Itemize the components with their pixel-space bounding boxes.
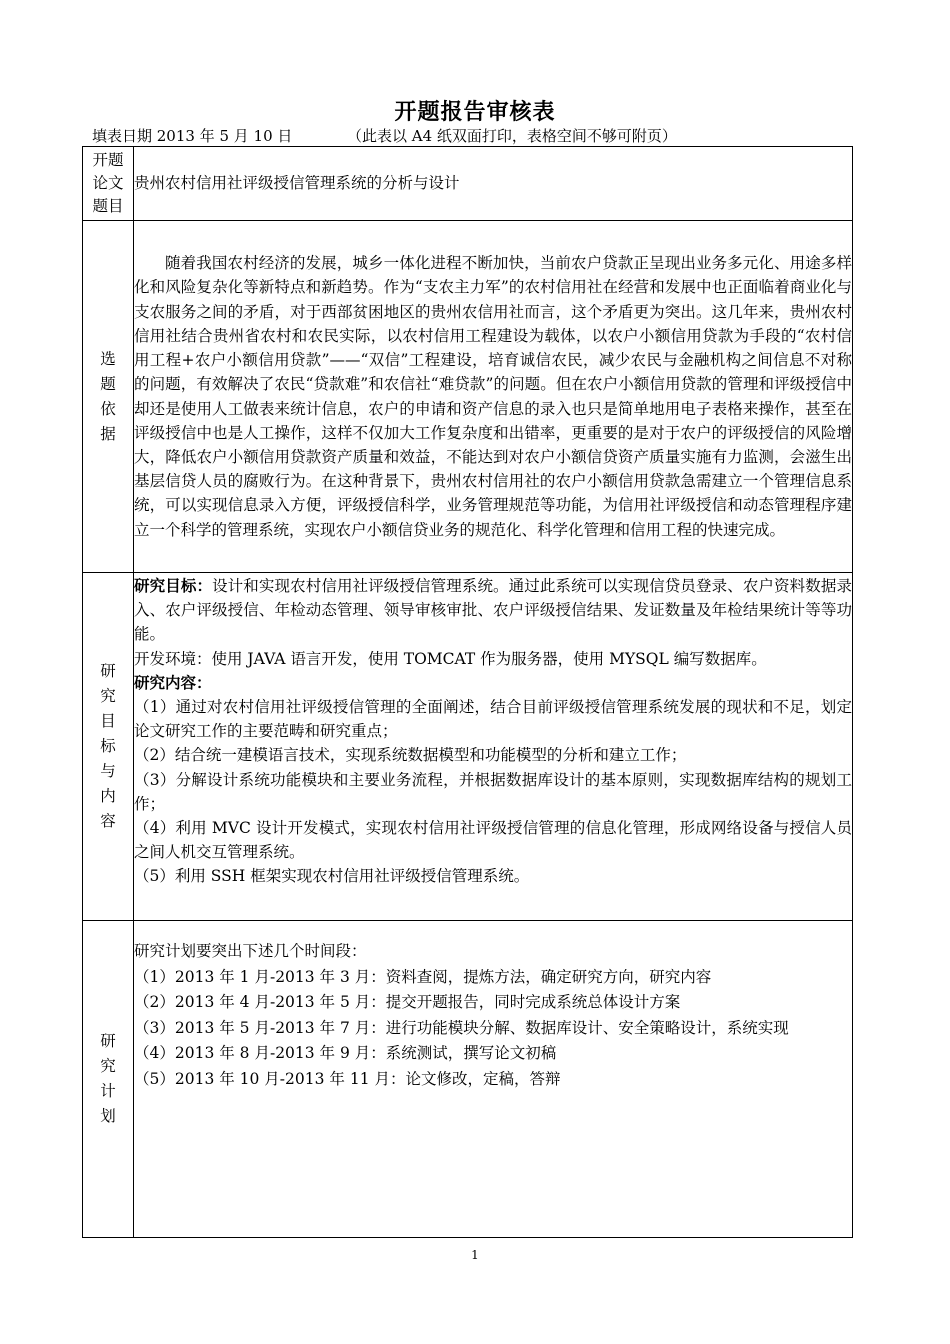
page-number: 1 (471, 1248, 479, 1262)
plan-item: （3）2013 年 5 月-2013 年 7 月：进行功能模块分解、数据库设计、安全策略设计，系统实现 (134, 1018, 789, 1037)
content-item: （2）结合统一建模语言技术，实现系统数据模型和功能模型的分析和建立工作； (134, 746, 687, 765)
goals-content-cell (134, 573, 853, 921)
plan-item: （2）2013 年 4 月-2013 年 5 月：提交开题报告，同时完成系统总体设计方案 (134, 993, 681, 1011)
plan-row (83, 921, 853, 1238)
print-note: （此表以 A4 纸双面打印，表格空间不够可附页） (347, 127, 677, 145)
goal-text: 设计和实现农村信用社评级授信管理系统。通过此系统可以实现信贷员登录、农户资料数据录入、农户评级授信、年检动态管理、领导审核审批、农户评级授信结果、发证数量及年检结果统计等等功能。 (134, 577, 852, 644)
content-item: （5）利用 SSH 框架实现农村信用社评级授信管理系统。 (134, 867, 530, 886)
goal-title: 研究目标： (134, 577, 213, 595)
plan-label: 研究计划 (100, 1032, 116, 1125)
topic-label: 开题论文题目 (92, 151, 124, 215)
content-title: 研究内容： (134, 673, 212, 692)
review-form-table (82, 146, 853, 1238)
content-item: （3）分解设计系统功能模块和主要业务流程，并根据数据库设计的基本原则，实现数据库结构的规划工作； (134, 770, 852, 813)
plan-content-cell (134, 921, 853, 1238)
basis-label-cell (83, 221, 134, 573)
env-text: 开发环境：使用 JAVA 语言开发，使用 TOMCAT 作为服务器，使用 MYSQL 编写数据库。 (134, 649, 767, 668)
goals-label-cell (83, 573, 134, 921)
basis-label: 选题依据 (100, 349, 116, 443)
form-title: 开题报告审核表 (394, 100, 556, 125)
fill-date: 填表日期 2013 年 5 月 10 日 (92, 127, 293, 145)
topic-row (83, 147, 853, 221)
plan-item: （1）2013 年 1 月-2013 年 3 月：资料查阅，提炼方法，确定研究方向，研究内容 (134, 967, 712, 986)
basis-row (83, 221, 853, 573)
topic-label-cell (83, 147, 134, 221)
goal-paragraph (134, 574, 852, 647)
plan-item: （4）2013 年 8 月-2013 年 9 月：系统测试，撰写论文初稿 (134, 1044, 557, 1062)
meta-line (92, 125, 892, 145)
goals-label: 研究目标与内容 (100, 662, 116, 830)
basis-text: 随着我国农村经济的发展，城乡一体化进程不断加快，当前农户贷款正呈现出业务多元化、用途多样化和风险复杂化等新特点和新趋势。作为“支农主力军”的农村信用社在经营和发展中也正面临着商业化与支农服务之间的矛盾，对于西部贫困地区的贵州农信用社而言，这个矛盾更为突出。这几年来，贵州农村信用社结合贵州省农村和农民实际，以农村信用工程建设为载体，以农户小额信用贷款为手段的“农村信用工程+农户小额信用贷款”——“双信”工程建设，培育诚信农民，减少农民与金融机构之间信息不对称的问题，有效解决了农民“贷款难”和农信社“难贷款”的问题。但在农户小额信用贷款的管理和评级授信中却还是使用人工做表来统计信息，农户的申请和资产信息的录入也只是简单地用电子表格来操作，甚至在评级授信中也是人工操作，这样不仅加大工作复杂度和出错率，更重要的是对于农户的评级授信的风险增大，降低农户小额信用贷款资产质量和效益，不能达到对农户小额信贷资产质量实施有力监测，会滋生出基层信贷人员的腐败行为。在这种背景下，贵州农村信用社的农户小额信用贷款急需建立一个管理信息系统，可以实现信息录入方便，评级授信科学，业务管理规范等功能，为信用社评级授信和动态管理程序建立一个科学的管理系统，实现农户小额信贷业务的规范化、科学化管理和信用工程的快速完成。 (134, 254, 852, 539)
content-item: （4）利用 MVC 设计开发模式，实现农村信用社评级授信管理的信息化管理，形成网络设备与授信人员之间人机交互管理系统。 (134, 819, 852, 862)
plan-label-cell (83, 921, 134, 1238)
basis-content-cell (134, 221, 853, 573)
plan-intro: 研究计划要突出下述几个时间段： (134, 942, 367, 960)
plan-item: （5）2013 年 10 月-2013 年 11 月：论文修改，定稿，答辩 (134, 1069, 561, 1088)
goals-row (83, 573, 853, 921)
topic-value: 贵州农村信用社评级授信管理系统的分析与设计 (134, 174, 460, 193)
topic-value-cell (134, 147, 853, 221)
content-item: （1）通过对农村信用社评级授信管理的全面阐述，结合目前评级授信管理系统发展的现状和不足，划定论文研究工作的主要范畴和研究重点； (134, 698, 852, 741)
